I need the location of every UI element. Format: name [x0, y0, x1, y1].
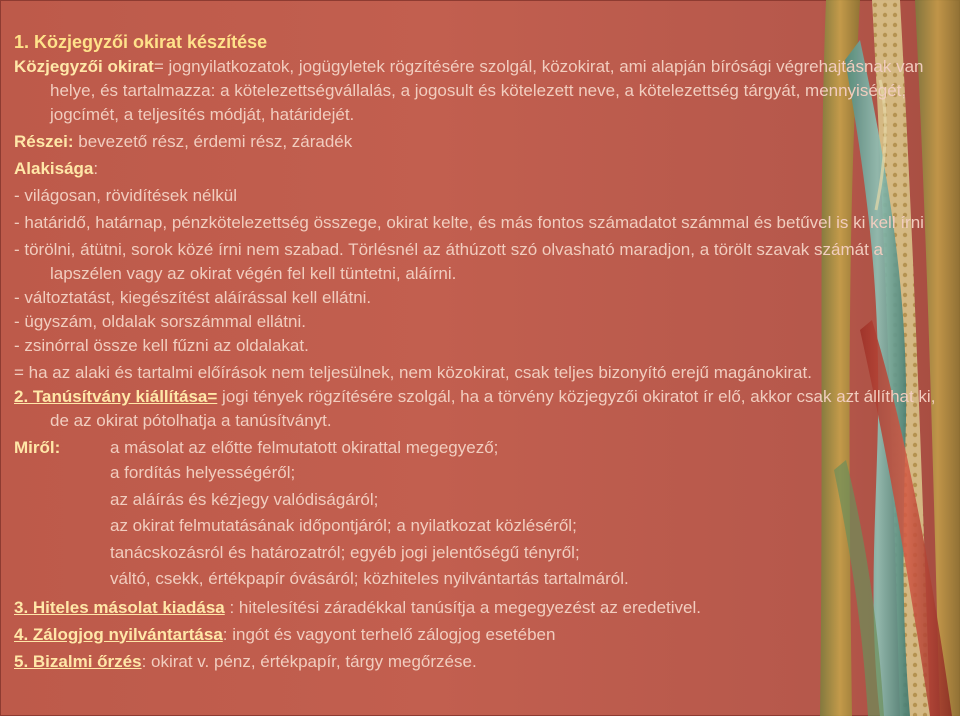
- from-item: tanácskozásról és határozatról; egyéb jogi jelentőségű tényről;: [110, 542, 580, 562]
- section-2-text: jogi tények rögzítésére szolgál, ha a törvény közjegyzői okiratot ír elő, akkor csak azt állíthat ki, de az okirat pótolhatja a tanúsítványt.: [50, 387, 936, 430]
- section-3-heading: 3. Hiteles másolat kiadása: [14, 597, 225, 617]
- from-item: az aláírás és kézjegy valódiságáról;: [110, 489, 379, 509]
- section-2-heading: 2. Tanúsítvány kiállítása=: [14, 387, 218, 406]
- from-item: az okirat felmutatásának időpontjáról; a nyilatkozat közléséről;: [110, 516, 577, 535]
- section-4-text: : ingót és vagyont terhelő zálogjog esetében: [222, 624, 556, 644]
- section-5-heading: 5. Bizalmi őrzés: [14, 651, 142, 671]
- form-heading: [14, 157, 949, 181]
- from-item: a fordítás helyességéről;: [110, 463, 296, 482]
- conclusion-line: = ha az alaki és tartalmi előírások nem teljesülnek, nem közokirat, csak teljes bizonyító erejű magánokirat.: [14, 363, 812, 382]
- from-item: a másolat az előtte felmutatott okirattal megegyező;: [110, 438, 499, 457]
- rule-item: - ügyszám, oldalak sorszámmal ellátni.: [14, 312, 306, 331]
- form-colon: :: [93, 159, 99, 178]
- from-row: [14, 436, 949, 460]
- definition-text: = jognyilatkozatok, jogügyletek rögzítésére szolgál, közokirat, ami alapján bírósági végrehajtásnak van helye, és tartalmazza: a kötelezettségvállalás, a jogosult és kötelezett neve, a kötelezettség tárgyát, mennyiségét, jogcímét, a teljesítés módját, határidejét.: [50, 57, 924, 124]
- section-5-text: : okirat v. pénz, értékpapír, tárgy megőrzése.: [141, 651, 477, 671]
- rule-item: - zsinórral össze kell fűzni az oldalakat.: [14, 336, 309, 355]
- rule-item: - változtatást, kiegészítést aláírással kell ellátni.: [14, 288, 372, 307]
- rule-item: - világosan, rövidítések nélkül: [14, 186, 238, 205]
- section-3-line: [14, 596, 949, 620]
- from-item: váltó, csekk, értékpapír óvásáról; közhiteles nyilvántartás tartalmáról.: [110, 569, 629, 588]
- rule-item: - törölni, átütni, sorok közé írni nem szabad. Törlésnél az áthúzott szó olvasható maradjon, a törölt szavak számát a lapszélen vagy az okirat végén fel kell tüntetni, aláírni.: [14, 240, 884, 283]
- section-5-line: [14, 650, 949, 674]
- section-4-line: [14, 623, 949, 647]
- section-1-title: 1. Közjegyzői okirat készítése: [14, 32, 268, 52]
- definition-paragraph: [14, 55, 949, 127]
- parts-label: Részei:: [14, 132, 74, 151]
- section-4-heading: 4. Zálogjog nyilvántartása: [14, 624, 223, 644]
- section-3-text: : hitelesítési záradékkal tanúsítja a megegyezést az eredetivel.: [224, 597, 701, 617]
- parts-text: bevezető rész, érdemi rész, záradék: [73, 132, 353, 151]
- section-2-paragraph: [14, 385, 949, 433]
- form-label: Alakisága: [14, 159, 94, 178]
- slide-content: [14, 30, 949, 674]
- from-label: Miről:: [14, 438, 61, 457]
- parts-line: [14, 130, 949, 154]
- definition-term: Közjegyzői okirat: [14, 57, 154, 76]
- rule-item: - határidő, határnap, pénzkötelezettség összege, okirat kelte, és más fontos számadatot számmal és betűvel is ki kell írni: [14, 213, 924, 232]
